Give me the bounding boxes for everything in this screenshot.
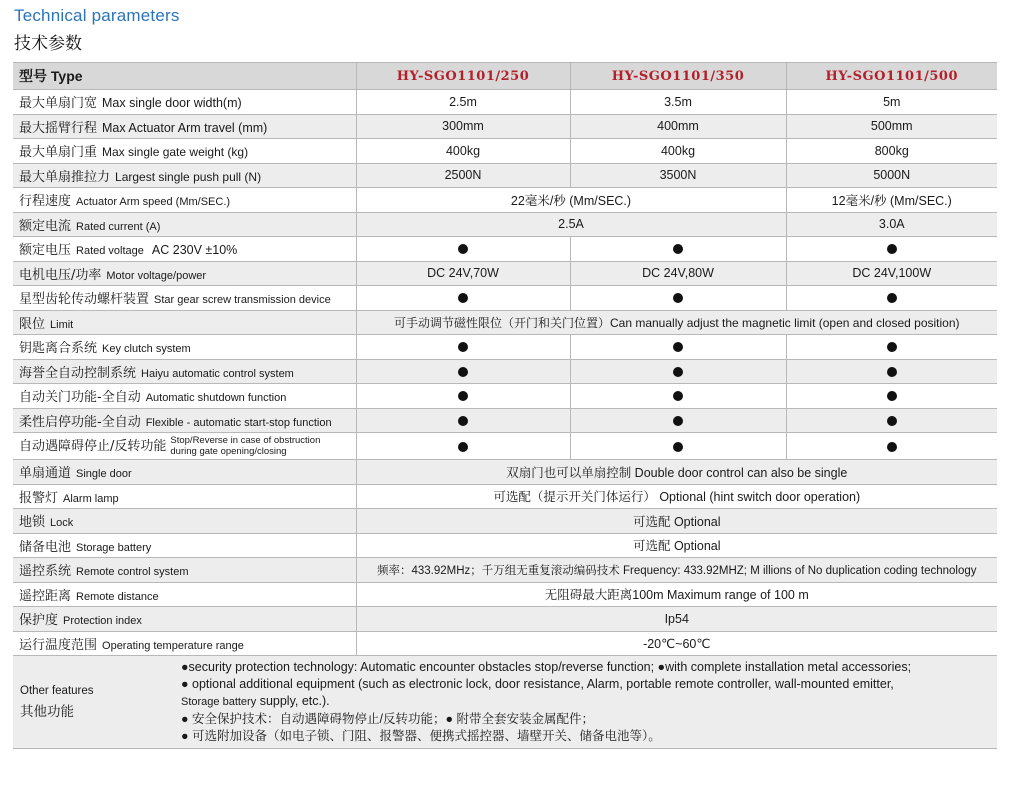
row-key-clutch (13, 335, 997, 360)
row-label (13, 310, 356, 335)
label-en: Automatic shutdown function (145, 392, 287, 405)
value-350: 3500N (570, 163, 786, 188)
label-en: Max single door width(m) (102, 96, 242, 111)
bullet-icon (673, 416, 683, 426)
row-rated-current (13, 212, 997, 237)
other-line-4: ● 安全保护技术：自动遇障碍物停止/反转功能；● 附带全套安装金属配件； (181, 712, 595, 726)
value-250: DC 24V,70W (356, 261, 570, 286)
row-remote-system (13, 558, 997, 583)
label-cn: 最大单扇门宽 (19, 96, 98, 112)
value-500 (786, 433, 997, 460)
value-250 (356, 408, 570, 433)
value-250: 300mm (356, 114, 570, 139)
label-en: Lock (50, 517, 74, 530)
row-temperature (13, 631, 997, 656)
label-cn: 最大单扇门重 (19, 145, 98, 161)
label-en: Star gear screw transmission device (154, 294, 331, 307)
row-haiyu-control (13, 359, 997, 384)
value-all: 可手动调节磁性限位（开门和关门位置）Can manually adjust the magnetic limit (open and closed position) (356, 310, 997, 335)
label-en: Remote control system (76, 566, 189, 579)
bullet-icon (673, 391, 683, 401)
value-350 (570, 335, 786, 360)
label-cn: 柔性启停功能-全自动 (19, 414, 141, 430)
table-header-row (13, 63, 997, 90)
value-350 (570, 359, 786, 384)
label-en: Alarm lamp (63, 492, 119, 505)
bullet-icon (458, 244, 468, 254)
value-250: 400kg (356, 139, 570, 164)
value-350: 400mm (570, 114, 786, 139)
model-350-header: HY-SGO1101/350 (570, 63, 786, 90)
label-en: Operating temperature range (102, 639, 244, 652)
value-500: 12毫米/秒 (Mm/SEC.) (786, 188, 997, 213)
label-cn: 地锁 (19, 515, 46, 531)
row-label (13, 286, 356, 311)
value-250: 2.5m (356, 90, 570, 115)
value-350 (570, 384, 786, 409)
other-line-5: ● 可选附加设备（如电子锁、门阻、报警器、便携式摇控器、墙壁开关、储备电池等）。 (181, 729, 661, 743)
label-cn: 星型齿轮传动螺杆装置 (19, 292, 150, 308)
value-500 (786, 286, 997, 311)
value-500 (786, 408, 997, 433)
value-all: 可选配（提示开关门体运行） Optional (hint switch door operation) (356, 484, 997, 509)
row-lock (13, 509, 997, 534)
label-cn: 限位 (19, 316, 46, 332)
value-all: 可选配 Optional (356, 533, 997, 558)
value-all: Ip54 (356, 607, 997, 632)
value-350: 3.5m (570, 90, 786, 115)
title-chinese: 技术参数 (14, 34, 82, 54)
bullet-icon (887, 342, 897, 352)
value-250 (356, 286, 570, 311)
other-label-en: Other features (20, 684, 94, 697)
label-en: Haiyu automatic control system (141, 367, 294, 380)
value-350 (570, 237, 786, 262)
row-label (13, 509, 356, 534)
row-label (13, 237, 356, 262)
value-500 (786, 237, 997, 262)
label-cn: 遥控距离 (19, 588, 72, 604)
row-label (13, 631, 356, 656)
row-alarm-lamp (13, 484, 997, 509)
model-500-header: HY-SGO1101/500 (786, 63, 997, 90)
row-protection (13, 607, 997, 632)
row-label (13, 261, 356, 286)
title-english: Technical parameters (14, 6, 180, 25)
other-features-text (179, 659, 911, 745)
value-350 (570, 408, 786, 433)
value-250: 2500N (356, 163, 570, 188)
row-battery (13, 533, 997, 558)
value-all: 可选配 Optional (356, 509, 997, 534)
row-label (13, 558, 356, 583)
value-250-350: 22毫米/秒 (Mm/SEC.) (356, 188, 786, 213)
label-en: Max single gate weight (kg) (102, 145, 249, 160)
label-en: Max Actuator Arm travel (mm) (102, 120, 268, 135)
row-label (13, 582, 356, 607)
bullet-icon (887, 293, 897, 303)
value-all: 无阻碍最大距离100m Maximum range of 100 m (356, 582, 997, 607)
bullet-icon (458, 416, 468, 426)
other-label (13, 685, 179, 720)
label-cn: 自动遇障碍停止/反转功能 (19, 438, 167, 454)
bullet-icon (458, 367, 468, 377)
value-500: 500mm (786, 114, 997, 139)
row-push-pull (13, 163, 997, 188)
label-cn: 报警灯 (19, 490, 59, 506)
row-label (13, 188, 356, 213)
label-en-line1: Stop/Reverse in case of obstruction (170, 435, 321, 447)
value-500 (786, 359, 997, 384)
label-en: Key clutch system (102, 343, 191, 356)
other-line-3a: Storage battery (181, 696, 257, 708)
row-arm-travel (13, 114, 997, 139)
other-label-cn: 其他功能 (20, 703, 74, 720)
other-line-3 (181, 693, 911, 711)
row-label (13, 163, 356, 188)
value-250 (356, 359, 570, 384)
value-500 (786, 335, 997, 360)
value-all: 频率：433.92MHz；千万组无重复滚动编码技术 Frequency: 433.92MHZ; M illions of No duplication coding technology (356, 558, 997, 583)
value-500: 5000N (786, 163, 997, 188)
label-cn: 单扇通道 (19, 466, 72, 482)
value-500: 3.0A (786, 212, 997, 237)
label-en: Rated voltage (76, 245, 144, 258)
value-500: 5m (786, 90, 997, 115)
label-en: Single door (76, 468, 132, 481)
row-auto-shutdown (13, 384, 997, 409)
row-obstruction (13, 433, 997, 460)
row-label (13, 359, 356, 384)
bullet-icon (887, 442, 897, 452)
bullet-icon (673, 293, 683, 303)
row-single-door (13, 460, 997, 485)
row-limit (13, 310, 997, 335)
row-other-features (13, 656, 997, 749)
row-label (13, 114, 356, 139)
value-500: 800kg (786, 139, 997, 164)
label-cn: 自动关门功能-全自动 (19, 390, 141, 406)
label-cn: 储备电池 (19, 539, 72, 555)
label-en: Motor voltage/power (106, 269, 207, 282)
value-all: -20℃~60℃ (356, 631, 997, 656)
label-en-line2: during gate opening/closing (170, 446, 287, 458)
label-cn: 运行温度范围 (19, 637, 98, 653)
other-features-layout (13, 656, 997, 748)
value-250 (356, 237, 570, 262)
label-cn: 遥控系统 (19, 564, 72, 580)
value-500: DC 24V,100W (786, 261, 997, 286)
row-star-gear (13, 286, 997, 311)
label-cn: 行程速度 (19, 194, 72, 210)
row-arm-speed (13, 188, 997, 213)
row-label (13, 139, 356, 164)
row-flexible-start (13, 408, 997, 433)
label-en: Rated current (A) (76, 220, 161, 233)
bullet-icon (673, 442, 683, 452)
row-gate-weight (13, 139, 997, 164)
bullet-icon (458, 293, 468, 303)
row-remote-distance (13, 582, 997, 607)
row-label (13, 384, 356, 409)
row-rated-voltage (13, 237, 997, 262)
row-label (13, 484, 356, 509)
label-en: Actuator Arm speed (Mm/SEC.) (76, 196, 231, 209)
label-en: Remote distance (76, 590, 159, 603)
bullet-icon (673, 367, 683, 377)
value-350 (570, 433, 786, 460)
bullet-icon (887, 367, 897, 377)
bullet-icon (673, 244, 683, 254)
label-en: Protection index (63, 615, 142, 628)
row-label (13, 433, 356, 460)
label-cn: 电机电压/功率 (19, 267, 102, 283)
other-line-2: ● optional additional equipment (such as electronic lock, door resistance, Alarm, portable remote controller, wall-mounted emitter, (181, 677, 894, 691)
type-header: 型号 Type (13, 63, 356, 90)
value-350: DC 24V,80W (570, 261, 786, 286)
spec-table (13, 62, 997, 749)
value-250 (356, 384, 570, 409)
row-label (13, 460, 356, 485)
label-cn: 钥匙离合系统 (19, 341, 98, 357)
label-en: Limit (50, 318, 74, 331)
row-label (13, 408, 356, 433)
bullet-icon (458, 342, 468, 352)
other-line-3b: supply, etc.). (256, 694, 330, 708)
value-250-350: 2.5A (356, 212, 786, 237)
bullet-icon (887, 416, 897, 426)
label-en: Storage battery (76, 541, 152, 554)
label-cn: 额定电压 (19, 243, 72, 259)
value-250 (356, 335, 570, 360)
label-cn: 海誉全自动控制系统 (19, 365, 137, 381)
bullet-icon (458, 442, 468, 452)
label-cn: 最大单扇推拉力 (19, 169, 111, 185)
value-500 (786, 384, 997, 409)
label-cn: 额定电流 (19, 218, 72, 234)
bullet-icon (458, 391, 468, 401)
bullet-icon (887, 244, 897, 254)
value-350: 400kg (570, 139, 786, 164)
bullet-icon (673, 342, 683, 352)
row-motor-voltage (13, 261, 997, 286)
row-label (13, 212, 356, 237)
label-cn: 保护度 (19, 613, 59, 629)
other-features-cell (13, 656, 997, 749)
row-label (13, 607, 356, 632)
label-en: Largest single push pull (N) (115, 169, 262, 184)
other-line-1: ●security protection technology: Automatic encounter obstacles stop/reverse function; ●with complete installation metal accessories; (181, 660, 912, 674)
label-voltage: AC 230V ±10% (151, 243, 238, 258)
value-250 (356, 433, 570, 460)
value-all: 双扇门也可以单扇控制 Double door control can also be single (356, 460, 997, 485)
label-en (170, 435, 320, 457)
label-cn: 最大摇臂行程 (19, 120, 98, 136)
row-label (13, 533, 356, 558)
row-label (13, 90, 356, 115)
value-350 (570, 286, 786, 311)
label-en: Flexible - automatic start-stop function (145, 416, 332, 429)
model-250-header: HY-SGO1101/250 (356, 63, 570, 90)
row-label (13, 335, 356, 360)
bullet-icon (887, 391, 897, 401)
row-door-width (13, 90, 997, 115)
